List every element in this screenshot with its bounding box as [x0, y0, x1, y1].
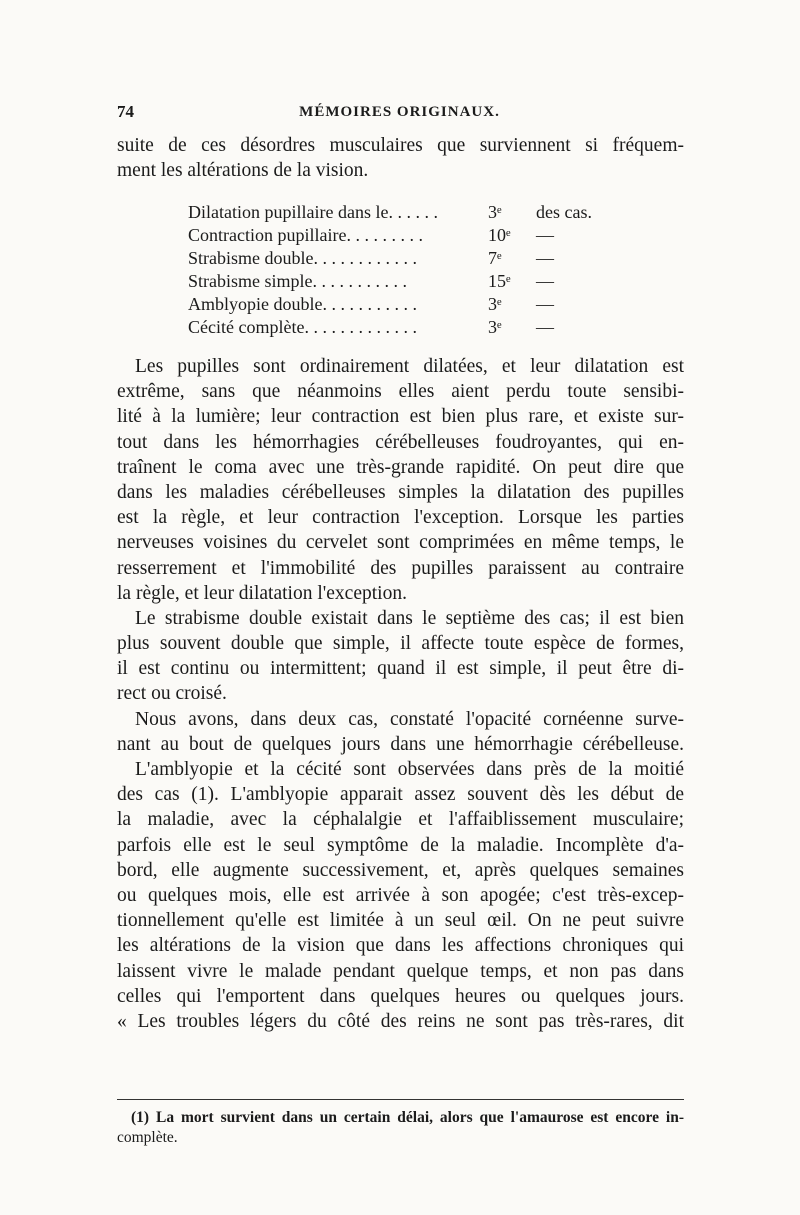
stat-rank: 3ᵉ — [488, 294, 502, 314]
stat-suffix: des cas. — [536, 202, 592, 222]
stat-rank: 10ᵉ — [488, 225, 511, 245]
text-line: dans les maladies cérébelleuses simples la dilatation des pupilles — [117, 481, 684, 503]
text-line: il est continu ou intermittent; quand il est simple, il peut être di- — [117, 658, 684, 680]
text-line: est la règle, et leur contraction l'exception. Lorsque les parties — [117, 507, 684, 529]
text-line: ment les altérations de la vision. — [117, 160, 369, 182]
intro-paragraph — [117, 133, 684, 183]
stat-row — [188, 316, 628, 339]
stat-label: Strabisme simple. . . . . . . . . . . — [188, 271, 407, 291]
text-line: laissent vivre le malade pendant quelque temps, et non pas dans — [117, 960, 684, 982]
stat-rank: 7ᵉ — [488, 248, 502, 268]
page-number: 74 — [117, 102, 134, 121]
text-line: L'amblyopie et la cécité sont observées dans près de la moitié — [135, 759, 684, 780]
text-line: extrême, sans que néanmoins elles aient perdu toute sensibi- — [117, 381, 684, 403]
text-line: parfois elle est le seul symptôme de la maladie. Incomplète d'a- — [117, 834, 684, 856]
text-line: lité à la lumière; leur contraction est bien plus rare, et existe sur- — [117, 406, 684, 428]
stat-row — [188, 247, 628, 270]
text-line: des cas (1). L'amblyopie apparait assez souvent dès les début de — [117, 784, 684, 806]
stat-rank: 15ᵉ — [488, 271, 511, 291]
text-line: plus souvent double que simple, il affecte toute espèce de formes, — [117, 633, 684, 655]
stat-rank: 3ᵉ — [488, 202, 502, 222]
main-text — [117, 354, 684, 1034]
stat-label: Dilatation pupillaire dans le. . . . . . — [188, 202, 438, 222]
footnote-line: (1) La mort survient dans un certain délai, alors que l'amaurose est encore in- — [131, 1109, 684, 1126]
stat-suffix: — — [536, 317, 554, 337]
page-header — [117, 100, 682, 124]
stat-row — [188, 224, 628, 247]
text-line: suite de ces désordres musculaires que surviennent si fréquem- — [117, 135, 684, 156]
statistics-table — [188, 201, 628, 339]
stat-rank: 3ᵉ — [488, 317, 502, 337]
footnote-divider — [117, 1099, 684, 1100]
text-line: la maladie, avec la céphalalgie et l'affaiblissement musculaire; — [117, 809, 684, 831]
text-line: resserrement et l'immobilité des pupilles paraissent au contraire — [117, 557, 684, 579]
text-line: ou quelques mois, elle est arrivée à son apogée; c'est très-excep- — [117, 884, 684, 906]
text-line: Les pupilles sont ordinairement dilatées, et leur dilatation est — [135, 356, 684, 377]
running-title: MÉMOIRES ORIGINAUX. — [299, 104, 500, 120]
stat-row — [188, 270, 628, 293]
stat-label: Strabisme double. . . . . . . . . . . . — [188, 248, 417, 268]
text-line: « Les troubles légers du côté des reins ne sont pas très-rares, dit — [117, 1010, 684, 1032]
footnote-line: complète. — [117, 1129, 178, 1146]
stat-suffix: — — [536, 271, 554, 291]
stat-row — [188, 201, 628, 224]
stat-row — [188, 293, 628, 316]
footnote — [117, 1108, 684, 1148]
text-line: Nous avons, dans deux cas, constaté l'opacité cornéenne surve- — [135, 708, 684, 730]
text-line: rect ou croisé. — [117, 683, 227, 705]
text-line: les altérations de la vision que dans les affections chroniques qui — [117, 935, 684, 957]
stat-suffix: — — [536, 294, 554, 314]
text-line: traînent le coma avec une très-grande rapidité. On peut dire que — [117, 456, 684, 478]
text-line: bord, elle augmente successivement, et, après quelques semaines — [117, 859, 684, 881]
stat-label: Cécité complète. . . . . . . . . . . . . — [188, 317, 417, 337]
text-line: la règle, et leur dilatation l'exception. — [117, 582, 407, 604]
text-line: tout dans les hémorrhagies cérébelleuses foudroyantes, qui en- — [117, 431, 684, 453]
text-line: nerveuses voisines du cervelet sont comprimées en même temps, le — [117, 532, 684, 554]
text-line: Le strabisme double existait dans le septième des cas; il est bien — [135, 607, 684, 629]
text-line: nant au bout de quelques jours dans une hémorrhagie cérébelleuse. — [117, 733, 684, 755]
text-line: tionnellement qu'elle est limitée à un seul œil. On ne peut suivre — [117, 910, 684, 932]
stat-suffix: — — [536, 225, 554, 245]
stat-suffix: — — [536, 248, 554, 268]
stat-label: Contraction pupillaire. . . . . . . . . — [188, 225, 423, 245]
text-line: celles qui l'emportent dans quelques heures ou quelques jours. — [117, 985, 684, 1007]
stat-label: Amblyopie double. . . . . . . . . . . — [188, 294, 417, 314]
